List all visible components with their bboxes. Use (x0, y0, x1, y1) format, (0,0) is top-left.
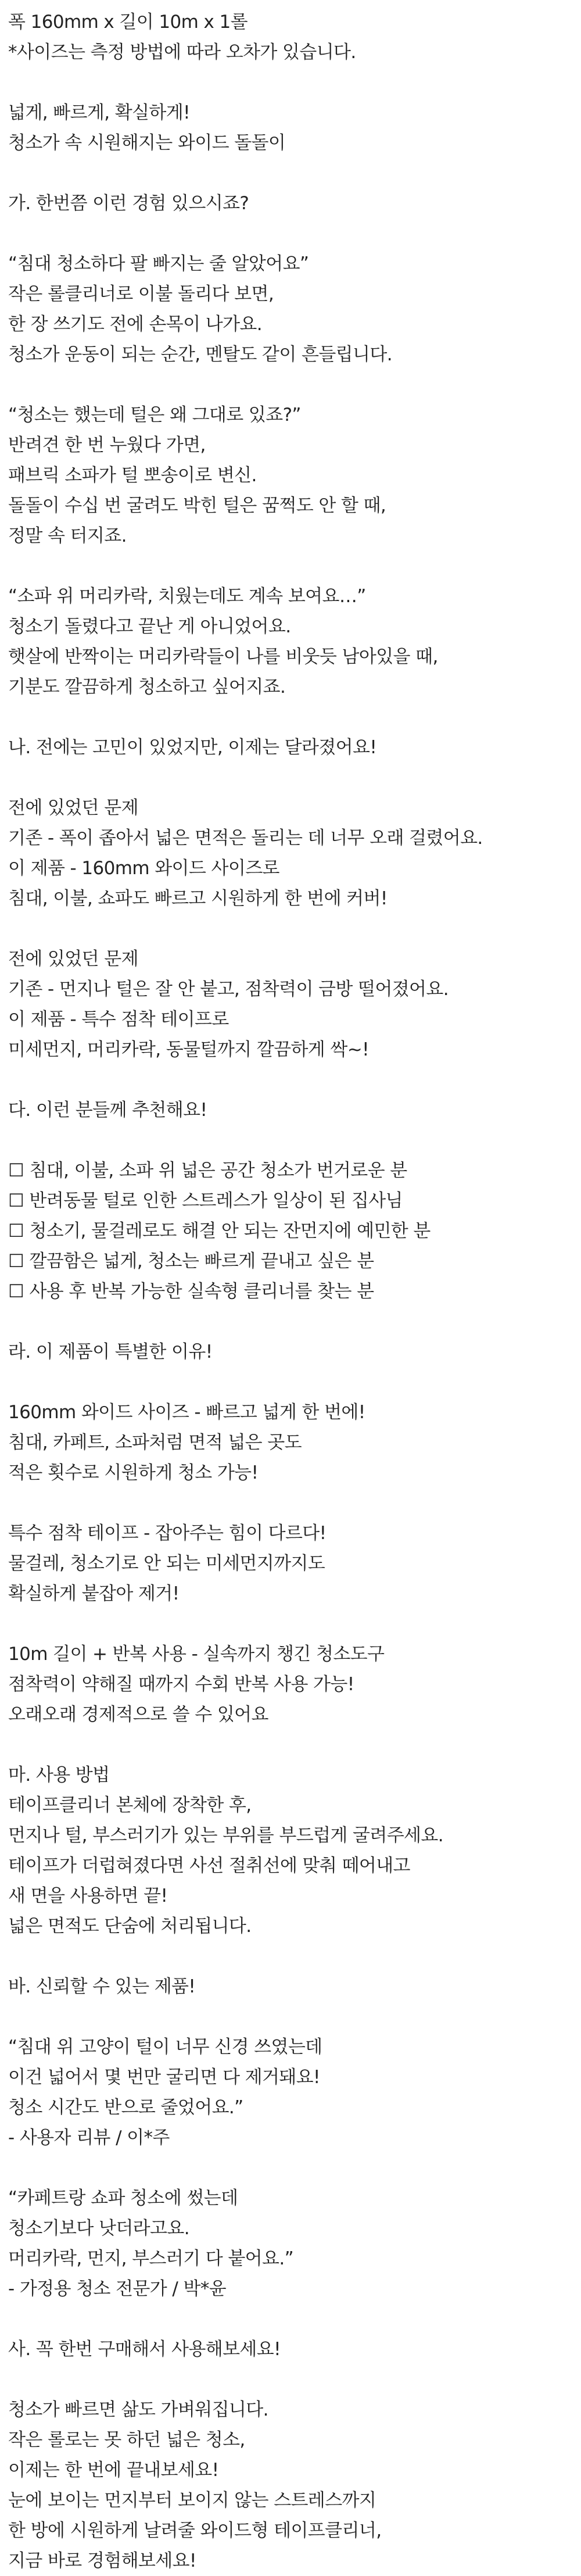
blank-line (8, 1488, 573, 1518)
text-line: 청소기보다 낫더라고요. (8, 2218, 189, 2239)
text-line: 마. 사용 방법 (8, 1765, 110, 1786)
text-line: 햇살에 반짝이는 머리카락들이 나를 비웃듯 남아있을 때, (8, 646, 438, 667)
text-line: 10m 길이 + 반복 사용 - 실속까지 챙긴 청소도구 (8, 1644, 385, 1665)
text-line: 패브릭 소파가 털 뽀송이로 변신. (8, 465, 257, 486)
text-line: 청소가 속 시원해지는 와이드 돌돌이 (8, 133, 286, 153)
text-line: 기분도 깔끔하게 청소하고 싶어지죠. (8, 677, 286, 697)
text-line: 오래오래 경제적으로 쓸 수 있어요 (8, 1704, 268, 1725)
blank-line (8, 2304, 573, 2334)
text-line: 머리카락, 먼지, 부스러기 다 붙어요.” (8, 2248, 294, 2269)
text-line: 라. 이 제품이 특별한 이유! (8, 1341, 213, 1362)
text-line: 눈에 보이는 먼지부터 보이지 않는 스트레스까지 (8, 2490, 376, 2511)
text-line: 바. 신뢰할 수 있는 제품! (8, 1976, 196, 1997)
text-line: 반려견 한 번 누웠다 가면, (8, 435, 206, 456)
blank-line (8, 2153, 573, 2183)
text-line: ☐ 사용 후 반복 가능한 실속형 클리너를 찾는 분 (8, 1281, 374, 1302)
blank-line (8, 158, 573, 188)
blank-line (8, 2364, 573, 2395)
text-line: 한 방에 시원하게 날려줄 와이드형 테이프클리너, (8, 2520, 382, 2541)
text-line: 새 면을 사용하면 끝! (8, 1886, 168, 1906)
blank-line (8, 1367, 573, 1397)
text-line: 침대, 이불, 쇼파도 빠르고 시원하게 한 번에 커버! (8, 888, 388, 909)
blank-line (8, 914, 573, 944)
blank-line (8, 2002, 573, 2032)
text-line: 전에 있었던 문제 (8, 797, 138, 818)
text-line: 정말 속 터지죠. (8, 525, 127, 546)
text-line: 침대, 카페트, 소파처럼 면적 넓은 곳도 (8, 1432, 302, 1453)
text-line: 폭 160mm x 길이 10m x 1롤 (8, 12, 248, 33)
text-line: 기존 - 먼지나 털은 잘 안 붙고, 점착력이 금방 떨어졌어요. (8, 979, 449, 1000)
text-line: - 사용자 리뷰 / 이*주 (8, 2127, 170, 2148)
blank-line (8, 219, 573, 249)
text-line: 테이프가 더럽혀졌다면 사선 절취선에 맞춰 떼어내고 (8, 1855, 410, 1876)
text-line: 작은 롤클리너로 이불 돌리다 보면, (8, 284, 274, 305)
text-line: - 가정용 청소 전문가 / 박*윤 (8, 2278, 227, 2299)
text-line: 이건 넓어서 몇 번만 굴리면 다 제거돼요! (8, 2067, 320, 2088)
text-line: 지금 바로 경험해보세요! (8, 2550, 196, 2571)
text-line: 테이프클리너 본체에 장착한 후, (8, 1795, 252, 1816)
text-line: 특수 점착 테이프 - 잡아주는 힘이 다르다! (8, 1523, 327, 1544)
product-description (8, 0, 573, 2571)
text-line: “침대 청소하다 팔 빠지는 줄 알았어요” (8, 253, 309, 274)
text-line: 청소가 운동이 되는 순간, 멘탈도 같이 흔들립니다. (8, 344, 392, 365)
text-line: 이 제품 - 특수 점착 테이프로 (8, 1009, 229, 1030)
text-line: 점착력이 약해질 때까지 수회 반복 사용 가능! (8, 1674, 354, 1695)
blank-line (8, 67, 573, 98)
text-line: 가. 한번쯤 이런 경험 있으시죠? (8, 193, 249, 214)
text-line: ☐ 침대, 이불, 소파 위 넓은 공간 청소가 번거로운 분 (8, 1160, 407, 1181)
text-line: 청소 시간도 반으로 줄었어요.” (8, 2097, 243, 2118)
text-line: “침대 위 고양이 털이 너무 신경 쓰였는데 (8, 2037, 322, 2058)
text-line: 작은 롤로는 못 하던 넓은 청소, (8, 2430, 245, 2450)
text-line: 청소가 빠르면 삶도 가벼워집니다. (8, 2399, 268, 2420)
blank-line (8, 551, 573, 581)
text-line: *사이즈는 측정 방법에 따라 오차가 있습니다. (8, 42, 356, 63)
text-line: 확실하게 붙잡아 제거! (8, 1583, 180, 1604)
blank-line (8, 1730, 573, 1760)
text-line: 먼지나 털, 부스러기가 있는 부위를 부드럽게 굴려주세요. (8, 1825, 443, 1846)
blank-line (8, 1941, 573, 1972)
text-line: “소파 위 머리카락, 치웠는데도 계속 보여요…” (8, 586, 366, 607)
text-line: 전에 있었던 문제 (8, 949, 138, 969)
text-line: 이 제품 - 160mm 와이드 사이즈로 (8, 858, 279, 879)
text-line: ☐ 청소기, 물걸레로도 해결 안 되는 잔먼지에 예민한 분 (8, 1221, 431, 1242)
blank-line (8, 1307, 573, 1337)
text-line: 돌돌이 수십 번 굴려도 박힌 털은 꿈쩍도 안 할 때, (8, 495, 386, 516)
blank-line (8, 1065, 573, 1095)
text-line: 넓게, 빠르게, 확실하게! (8, 102, 190, 123)
text-line: 160mm 와이드 사이즈 - 빠르고 넓게 한 번에! (8, 1402, 365, 1423)
text-line: 나. 전에는 고민이 있었지만, 이제는 달라졌어요! (8, 737, 377, 758)
text-line: 기존 - 폭이 좁아서 넓은 면적은 돌리는 데 너무 오래 걸렸어요. (8, 828, 483, 849)
text-line: 다. 이런 분들께 추천해요! (8, 1100, 207, 1121)
text-line: 적은 횟수로 시원하게 청소 가능! (8, 1462, 259, 1483)
blank-line (8, 1125, 573, 1155)
text-line: 미세먼지, 머리카락, 동물털까지 깔끔하게 싹~! (8, 1039, 369, 1060)
text-line: 사. 꼭 한번 구매해서 사용해보세요! (8, 2339, 281, 2360)
text-line: 이제는 한 번에 끝내보세요! (8, 2460, 219, 2481)
blank-line (8, 702, 573, 732)
blank-line (8, 1609, 573, 1639)
text-line: “카페트랑 쇼파 청소에 썼는데 (8, 2188, 238, 2209)
text-line: ☐ 반려동물 털로 인한 스트레스가 일상이 된 집사님 (8, 1190, 403, 1211)
blank-line (8, 763, 573, 793)
text-line: ☐ 깔끔함은 넓게, 청소는 빠르게 끝내고 싶은 분 (8, 1251, 374, 1272)
text-line: 넓은 면적도 단숨에 처리됩니다. (8, 1916, 252, 1937)
blank-line (8, 370, 573, 400)
text-line: 한 장 쓰기도 전에 손목이 나가요. (8, 314, 263, 335)
text-line: 물걸레, 청소기로 안 되는 미세먼지까지도 (8, 1553, 325, 1574)
text-line: “청소는 했는데 털은 왜 그대로 있죠?” (8, 405, 301, 425)
text-line: 청소기 돌렸다고 끝난 게 아니었어요. (8, 616, 291, 637)
